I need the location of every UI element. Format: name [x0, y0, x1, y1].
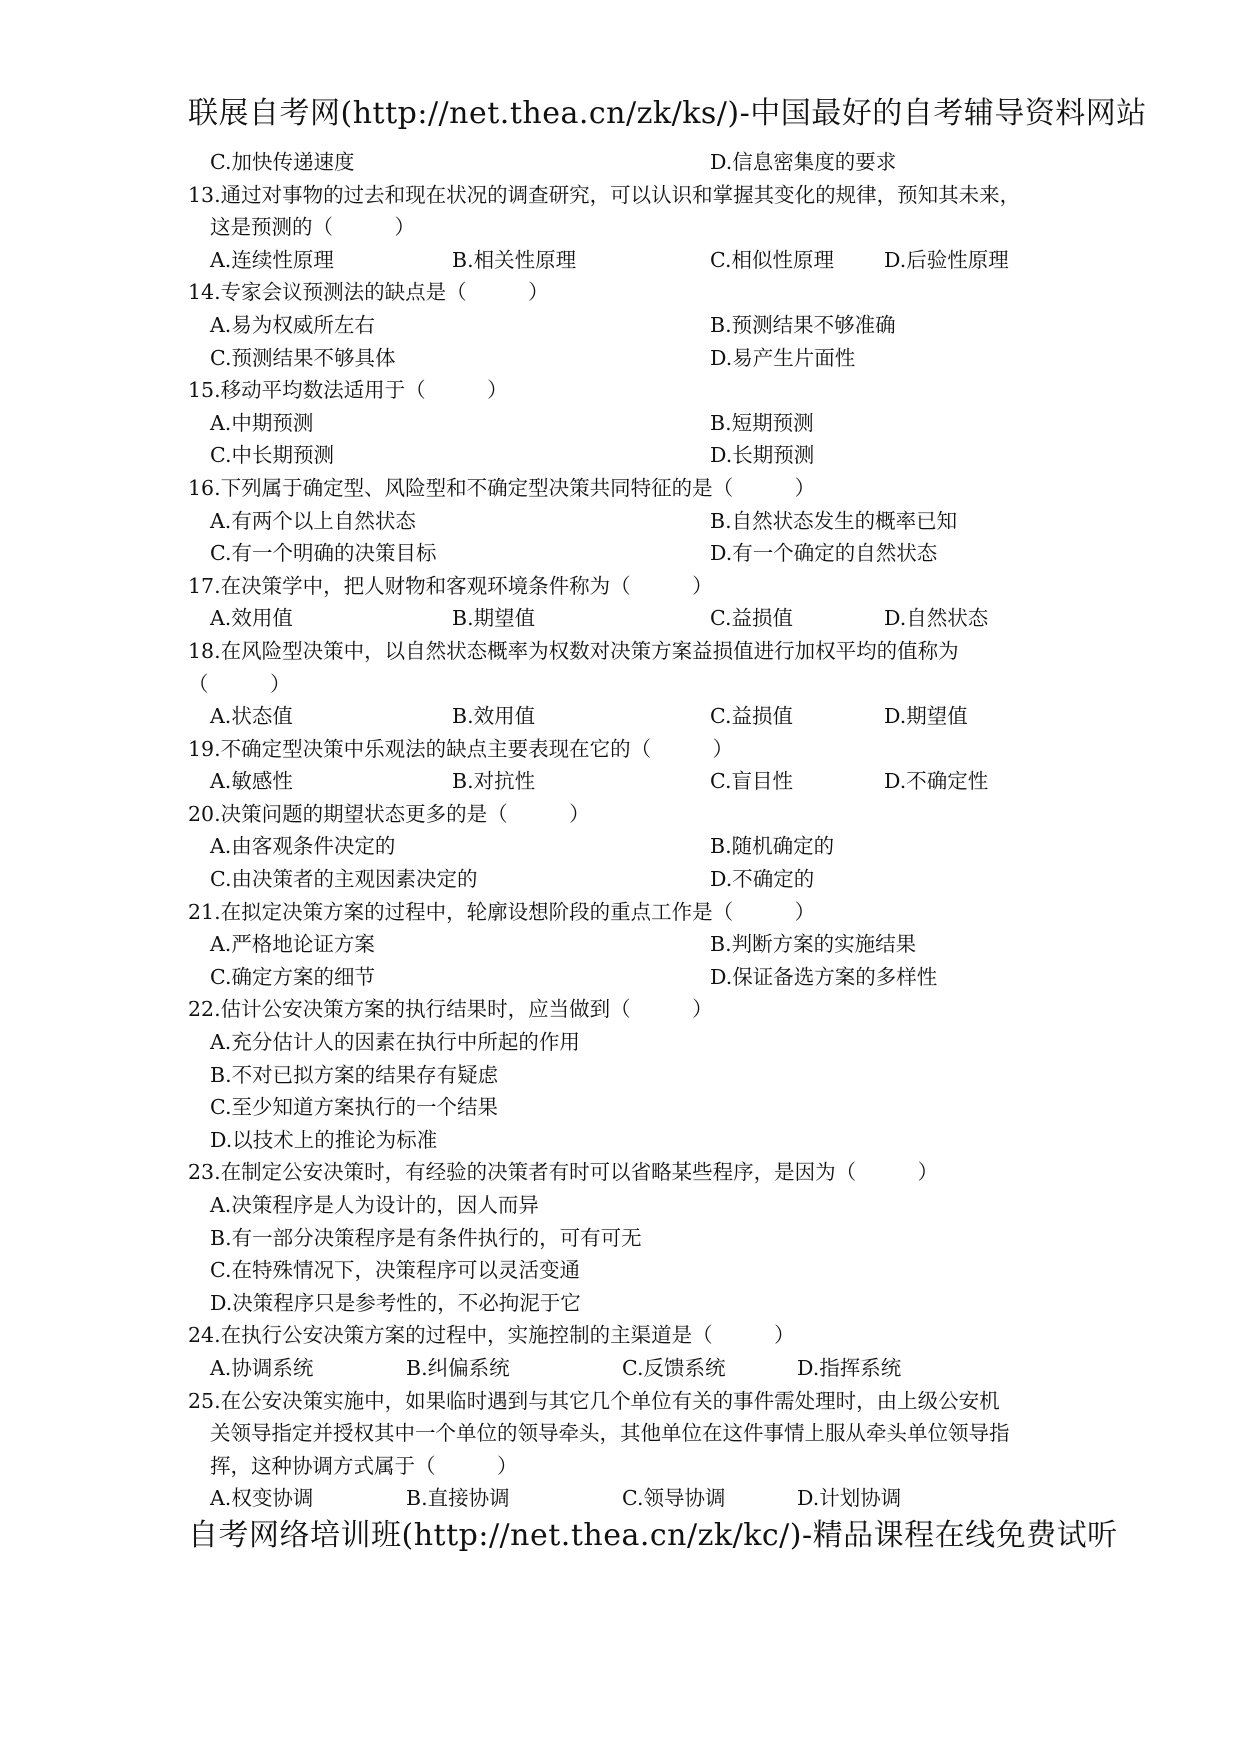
option-text: D.指挥系统 — [797, 1355, 902, 1380]
option-text: B.直接协调 — [406, 1486, 510, 1511]
continuation-text: B.有一部分决策程序是有条件执行的，可有可无 — [210, 1225, 642, 1250]
question-text: 24.在执行公安决策方案的过程中，实施控制的主渠道是（ ） — [188, 1323, 795, 1348]
option-text: A.效用值 — [210, 606, 293, 631]
continuation-text: D.以技术上的推论为标准 — [210, 1127, 438, 1152]
question-text: 22.估计公安决策方案的执行结果时，应当做到（ ） — [188, 997, 713, 1022]
option-text: A.由客观条件决定的 — [210, 834, 396, 859]
continuation-text: A.决策程序是人为设计的，因人而异 — [210, 1193, 539, 1217]
page-footer: 自考网络培训班(http://net.thea.cn/zk/kc/)-精品课程在线免费试听 — [188, 1518, 1118, 1553]
option-text: D.计划协调 — [797, 1486, 902, 1511]
option-text: D.期望值 — [884, 704, 968, 729]
continuation-text: 挥，这种协调方式属于（ ） — [210, 1453, 518, 1478]
question-text: 23.在制定公安决策时，有经验的决策者有时可以省略某些程序，是因为（ ） — [188, 1160, 939, 1185]
option-text: B.效用值 — [452, 704, 536, 729]
option-text: B.预测结果不够准确 — [710, 312, 896, 337]
continuation-text: A.充分估计人的因素在执行中所起的作用 — [210, 1030, 580, 1055]
continuation-text: 这是预测的（ ） — [210, 215, 415, 240]
option-row — [188, 765, 1058, 798]
option-text: C.确定方案的细节 — [210, 964, 375, 989]
page-header: 联展自考网(http://net.thea.cn/zk/ks/)-中国最好的自考辅导资料网站 — [188, 96, 1147, 131]
option-text: C.相似性原理 — [710, 247, 834, 272]
continuation-text: B.不对已拟方案的结果存有疑虑 — [210, 1062, 499, 1087]
option-text: D.不确定的 — [710, 867, 815, 892]
option-row — [188, 146, 1058, 179]
option-row — [188, 863, 1058, 896]
question-text: 15.移动平均数法适用于（ ） — [188, 378, 508, 403]
continuation-text: C.在特殊情况下，决策程序可以灵活变通 — [210, 1258, 580, 1283]
option-row — [188, 700, 1058, 733]
option-text: C.盲目性 — [710, 769, 793, 794]
option-text: C.由决策者的主观因素决定的 — [210, 867, 478, 892]
option-text: C.有一个明确的决策目标 — [210, 541, 437, 566]
option-text: B.自然状态发生的概率已知 — [710, 508, 958, 533]
option-row — [188, 1352, 1058, 1385]
question-text: 18.在风险型决策中，以自然状态概率为权数对决策方案益损值进行加权平均的值称为 — [188, 638, 959, 663]
option-row — [188, 505, 1058, 538]
question-text: 16.下列属于确定型、风险型和不确定型决策共同特征的是（ ） — [188, 475, 816, 500]
option-text: C.领导协调 — [622, 1486, 726, 1511]
option-row — [188, 309, 1058, 342]
option-row — [188, 407, 1058, 440]
question-text: 21.在拟定决策方案的过程中，轮廓设想阶段的重点工作是（ ） — [188, 899, 816, 924]
continuation-text: C.至少知道方案执行的一个结果 — [210, 1095, 498, 1120]
option-text: A.严格地论证方案 — [210, 932, 375, 957]
question-list — [188, 146, 1058, 1515]
option-text: B.随机确定的 — [710, 834, 835, 859]
option-text: A.易为权威所左右 — [210, 312, 375, 337]
option-row — [188, 537, 1058, 570]
option-row — [188, 439, 1058, 472]
option-text: B.对抗性 — [452, 769, 536, 794]
option-text: A.有两个以上自然状态 — [210, 508, 416, 533]
option-row — [188, 342, 1058, 375]
option-text: B.期望值 — [452, 606, 536, 631]
option-text: B.短期预测 — [710, 410, 814, 435]
question-text: 17.在决策学中，把人财物和客观环境条件称为（ ） — [188, 573, 713, 598]
option-row — [188, 961, 1058, 994]
option-text: B.判断方案的实施结果 — [710, 932, 917, 957]
option-text: D.有一个确定的自然状态 — [710, 541, 938, 566]
option-row — [188, 244, 1058, 277]
option-text: C.加快传递速度 — [210, 150, 355, 174]
option-text: C.预测结果不够具体 — [210, 345, 396, 370]
option-text: B.相关性原理 — [452, 247, 577, 272]
option-text: D.易产生片面性 — [710, 345, 856, 370]
option-text: C.益损值 — [710, 606, 793, 631]
option-text: A.连续性原理 — [210, 247, 334, 272]
option-text: D.长期预测 — [710, 443, 815, 468]
question-text: 19.不确定型决策中乐观法的缺点主要表现在它的（ ） — [188, 736, 734, 761]
option-text: D.信息密集度的要求 — [710, 150, 897, 174]
option-text: C.中长期预测 — [210, 443, 334, 468]
question-text: 13.通过对事物的过去和现在状况的调查研究，可以认识和掌握其变化的规律，预知其未来， — [188, 182, 1021, 207]
option-text: D.自然状态 — [884, 606, 989, 631]
option-row — [188, 602, 1058, 635]
question-text: 14.专家会议预测法的缺点是（ ） — [188, 280, 549, 305]
option-text: D.不确定性 — [884, 769, 989, 794]
question-text: 20.决策问题的期望状态更多的是（ ） — [188, 801, 590, 826]
continuation-text: D.决策程序只是参考性的，不必拘泥于它 — [210, 1290, 581, 1315]
question-text: 25.在公安决策实施中，如果临时遇到与其它几个单位有关的事件需处理时，由上级公安机 — [188, 1388, 1000, 1413]
question-text: （ ） — [188, 671, 291, 696]
option-row — [188, 830, 1058, 863]
option-text: A.状态值 — [210, 704, 293, 729]
option-text: D.后验性原理 — [884, 247, 1009, 272]
option-text: B.纠偏系统 — [406, 1355, 510, 1380]
option-text: D.保证备选方案的多样性 — [710, 964, 938, 989]
option-text: A.协调系统 — [210, 1355, 314, 1380]
option-text: A.敏感性 — [210, 769, 293, 794]
continuation-text: 关领导指定并授权其中一个单位的领导牵头，其他单位在这件事情上服从牵头单位领导指 — [210, 1421, 1010, 1446]
option-text: A.权变协调 — [210, 1486, 314, 1511]
option-text: A.中期预测 — [210, 410, 314, 435]
option-text: C.益损值 — [710, 704, 793, 729]
option-row — [188, 928, 1058, 961]
option-text: C.反馈系统 — [622, 1355, 726, 1380]
